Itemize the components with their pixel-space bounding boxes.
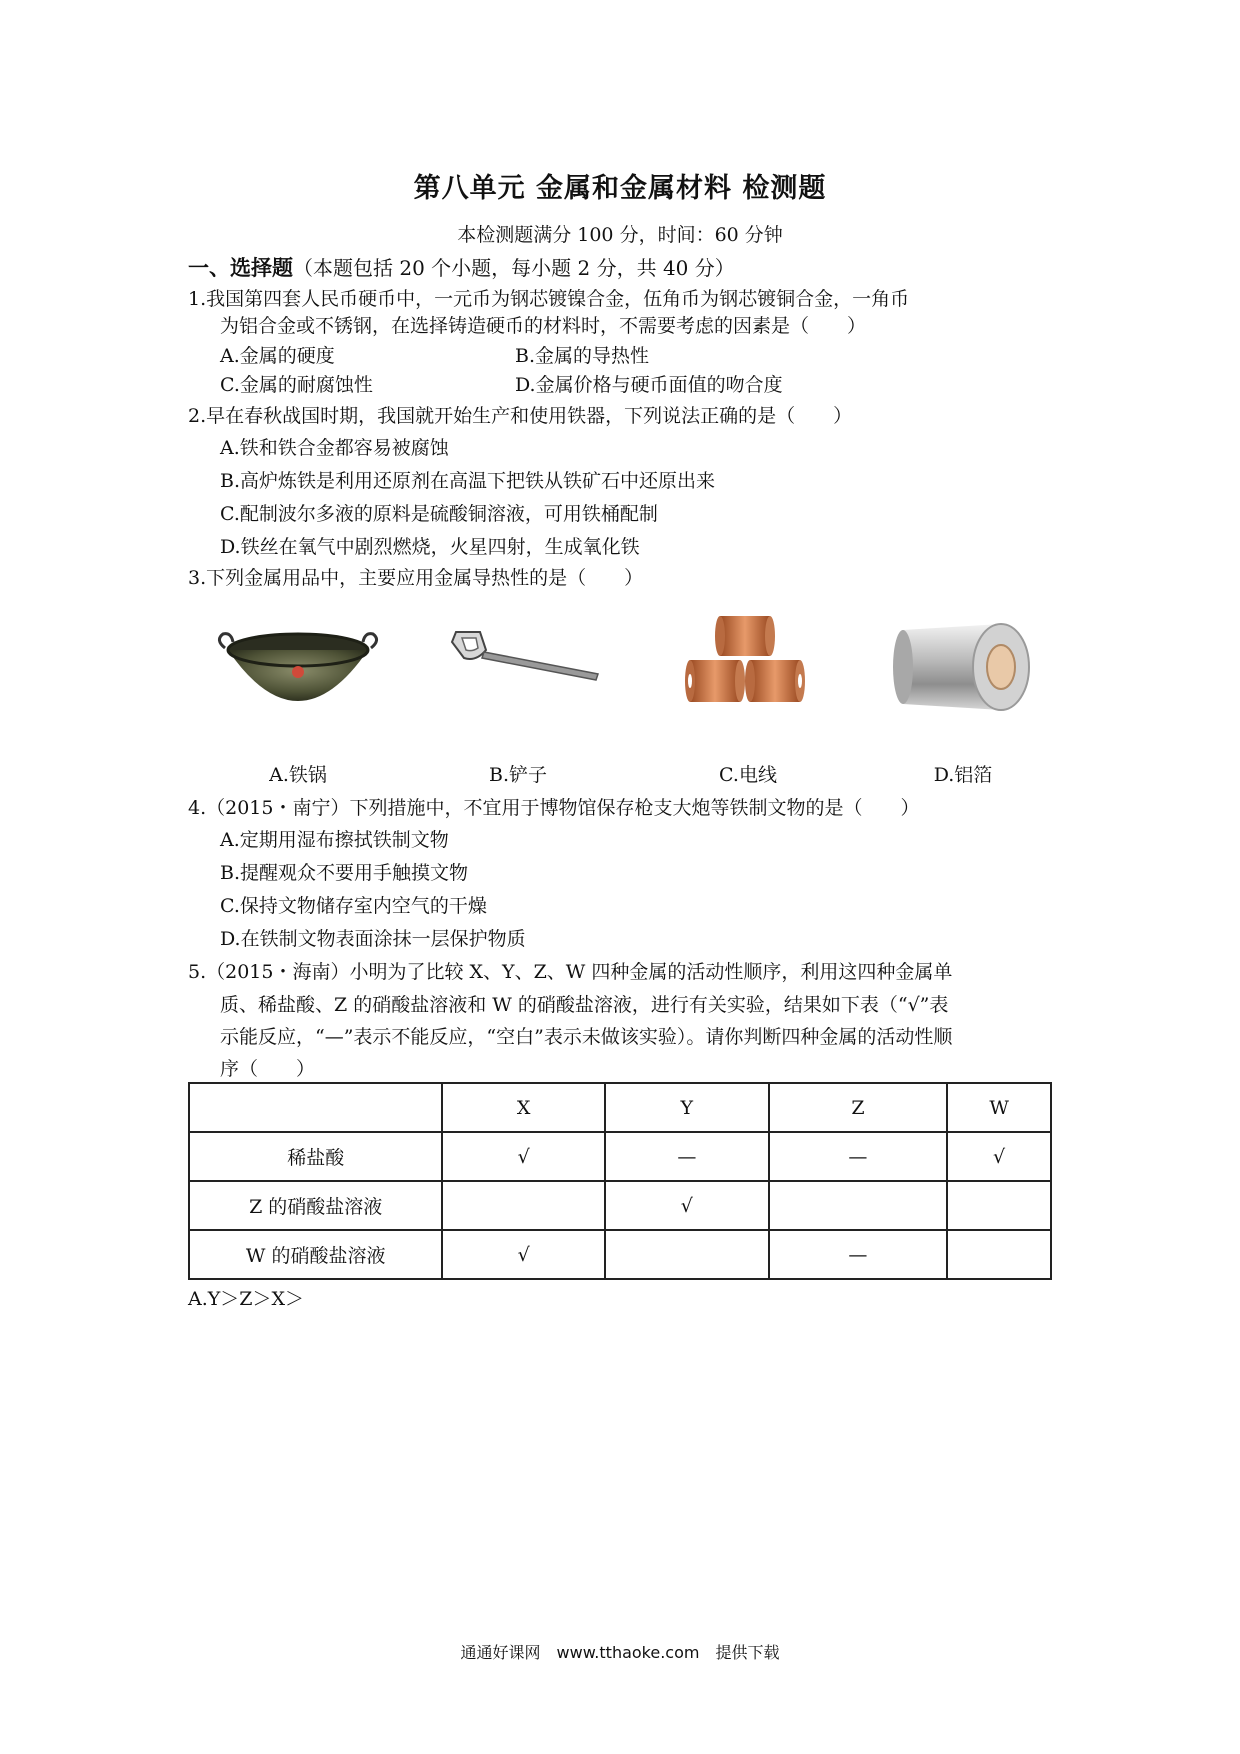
q1-stem-line1: 1.我国第四套人民币硬币中，一元币为钢芯镀镍合金，伍角币为钢芯镀铜合金，一角币 — [188, 288, 910, 310]
table-cell: 稀盐酸 — [189, 1132, 442, 1181]
section-note: （本题包括 20 个小题，每小题 2 分，共 40 分） — [293, 256, 735, 280]
q1-option-b: B.金属的导热性 — [515, 345, 650, 367]
copper-wire-icon — [678, 612, 818, 722]
page-title: 第八单元 金属和金属材料 检测题 — [413, 173, 827, 204]
q2-stem: 2.早在春秋战国时期，我国就开始生产和使用铁器，下列说法正确的是（ ） — [188, 405, 853, 427]
q3-caption-d: D.铝箔 — [933, 764, 993, 786]
table-header-row — [189, 1083, 1051, 1132]
table-header-cell — [189, 1083, 442, 1132]
q3-stem: 3.下列金属用品中，主要应用金属导热性的是（ ） — [188, 567, 644, 589]
table-cell: Z 的硝酸盐溶液 — [189, 1181, 442, 1230]
table-cell: W 的硝酸盐溶液 — [189, 1230, 442, 1279]
table-header-cell: Z — [769, 1083, 948, 1132]
q4-option-d: D.在铁制文物表面涂抹一层保护物质 — [220, 928, 526, 950]
table-cell — [442, 1181, 605, 1230]
section-title: 一、选择题 — [188, 256, 293, 280]
page-footer: 通通好课网 www.tthaoke.com 提供下载 — [460, 1643, 780, 1662]
q3-figure-d — [873, 612, 1053, 792]
table-cell — [769, 1181, 948, 1230]
table-row — [189, 1230, 1051, 1279]
table-cell: — — [769, 1230, 948, 1279]
table-header-cell: Y — [605, 1083, 769, 1132]
q3-caption-b: B.铲子 — [488, 764, 547, 786]
q3-caption-c: C.电线 — [719, 764, 777, 786]
table-cell — [605, 1230, 769, 1279]
table-cell: — — [769, 1132, 948, 1181]
q3-figure-c — [658, 612, 838, 792]
table-cell: √ — [605, 1181, 769, 1230]
table-cell: √ — [442, 1132, 605, 1181]
table-row — [189, 1181, 1051, 1230]
table-header-cell: X — [442, 1083, 605, 1132]
q3-figures — [188, 612, 1058, 792]
q3-caption-a: A.铁锅 — [269, 764, 327, 786]
foil-roll-icon — [883, 612, 1043, 722]
spatula-icon — [428, 612, 608, 722]
q5-stem-line4: 序（ ） — [220, 1058, 316, 1080]
q1-option-d: D.金属价格与硬币面值的吻合度 — [515, 374, 783, 396]
wok-icon — [213, 612, 383, 722]
table-cell: √ — [947, 1132, 1051, 1181]
q4-option-a: A.定期用湿布擦拭铁制文物 — [220, 829, 449, 851]
q2-option-d: D.铁丝在氧气中剧烈燃烧，火星四射，生成氧化铁 — [220, 536, 640, 558]
page-subtitle: 本检测题满分 100 分，时间：60 分钟 — [457, 224, 783, 246]
q5-stem-line3: 示能反应，“—”表示不能反应，“空白”表示未做该实验）。请你判断四种金属的活动性顺 — [220, 1026, 953, 1048]
q1-stem-line2: 为铝合金或不锈钢，在选择铸造硬币的材料时，不需要考虑的因素是（ ） — [220, 315, 867, 337]
q5-option-a: A.Y＞Z＞X＞ — [188, 1288, 305, 1310]
q1-option-a: A.金属的硬度 — [220, 345, 335, 367]
table-header-cell: W — [947, 1083, 1051, 1132]
q2-option-a: A.铁和铁合金都容易被腐蚀 — [220, 437, 449, 459]
table-cell — [947, 1230, 1051, 1279]
table-row — [189, 1132, 1051, 1181]
section-heading — [188, 252, 735, 282]
q3-figure-a — [208, 612, 388, 792]
q5-stem-line1: 5.（2015・海南）小明为了比较 X、Y、Z、W 四种金属的活动性顺序，利用这四种金属单 — [188, 961, 953, 983]
q4-stem: 4.（2015・南宁）下列措施中，不宜用于博物馆保存枪支大炮等铁制文物的是（ ） — [188, 797, 920, 819]
table-cell — [947, 1181, 1051, 1230]
q5-experiment-table — [188, 1082, 1052, 1280]
table-cell: √ — [442, 1230, 605, 1279]
q5-stem-line2: 质、稀盐酸、Z 的硝酸盐溶液和 W 的硝酸盐溶液，进行有关实验，结果如下表（“√”表 — [220, 994, 949, 1016]
table-cell: — — [605, 1132, 769, 1181]
q2-option-c: C.配制波尔多液的原料是硫酸铜溶液，可用铁桶配制 — [220, 503, 658, 525]
q1-option-c: C.金属的耐腐蚀性 — [220, 374, 373, 396]
q4-option-b: B.提醒观众不要用手触摸文物 — [220, 862, 469, 884]
q4-option-c: C.保持文物储存室内空气的干燥 — [220, 895, 487, 917]
q3-figure-b — [428, 612, 608, 792]
q2-option-b: B.高炉炼铁是利用还原剂在高温下把铁从铁矿石中还原出来 — [220, 470, 716, 492]
